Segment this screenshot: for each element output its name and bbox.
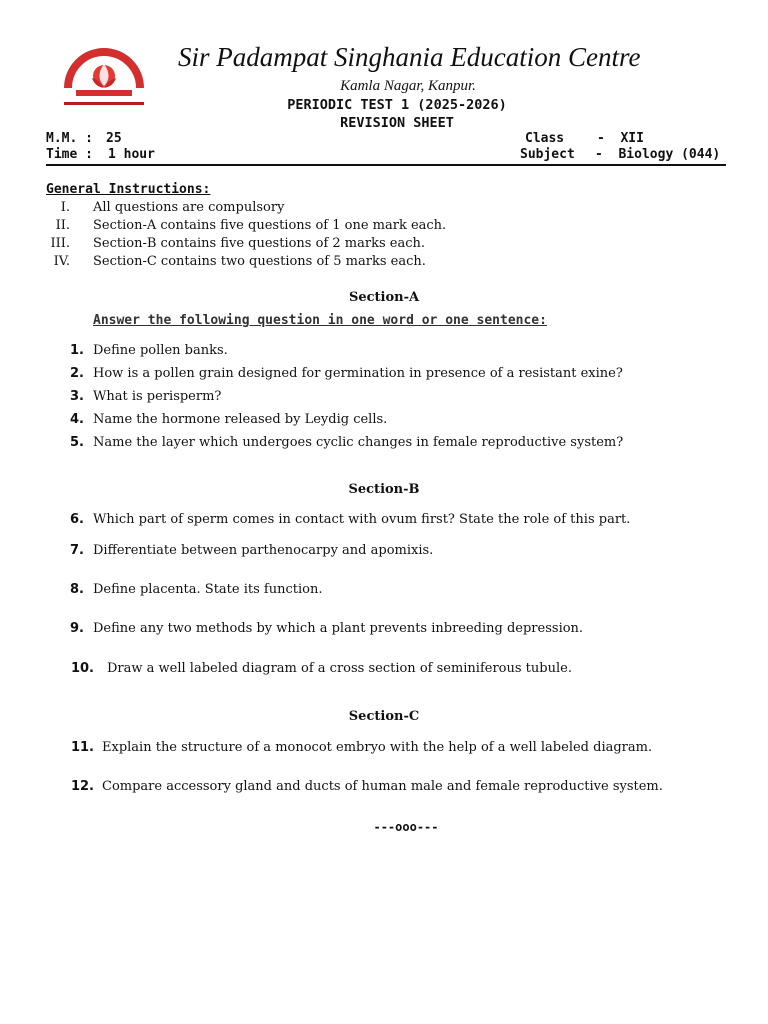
question-text: Define placenta. State its function. — [93, 582, 323, 597]
question-number: 1. — [70, 343, 84, 358]
school-name: Sir Padampat Singhania Education Centre — [178, 42, 641, 72]
question-text: Name the hormone released by Leydig cells. — [93, 412, 388, 427]
question-text: Which part of sperm comes in contact with ovum first? State the role of this part. — [93, 512, 631, 527]
instructions-list — [40, 200, 740, 272]
instruction-text: Section-B contains five questions of 2 marks each. — [93, 236, 425, 251]
instruction-number: I. — [60, 200, 70, 215]
subject-value: - Biology (044) — [595, 147, 721, 162]
question-number: 9. — [70, 621, 84, 636]
end-marker: ---ooo--- — [373, 820, 439, 834]
instruction-item — [40, 236, 740, 254]
question-number: 10. — [70, 661, 94, 676]
instructions-title: General Instructions: — [46, 182, 211, 197]
section-b-title: Section-B — [348, 482, 420, 497]
section-a-instruction: Answer the following question in one word or one sentence: — [93, 313, 547, 328]
question-number: 3. — [70, 389, 84, 404]
instruction-number: III. — [50, 236, 70, 251]
question-text: What is perisperm? — [93, 389, 222, 404]
question-text: Draw a well labeled diagram of a cross section of seminiferous tubule. — [107, 661, 572, 676]
instruction-text: All questions are compulsory — [93, 200, 285, 215]
max-marks-label: M.M. : — [46, 131, 93, 146]
test-title: PERIODIC TEST 1 (2025-2026) — [287, 97, 507, 113]
question-text: How is a pollen grain designed for germination in presence of a resistant exine? — [93, 366, 623, 381]
subject-label: Subject — [520, 147, 575, 162]
question-text: Differentiate between parthenocarpy and apomixis. — [93, 543, 434, 558]
question-text: Define pollen banks. — [93, 343, 228, 358]
instruction-item — [40, 254, 740, 272]
instruction-item — [40, 218, 740, 236]
instruction-number: II. — [55, 218, 70, 233]
class-label: Class — [525, 131, 565, 146]
question-number: 7. — [70, 543, 84, 558]
question-number: 4. — [70, 412, 84, 427]
instruction-number: IV. — [53, 254, 70, 269]
max-marks-value: 25 — [106, 131, 122, 146]
instruction-item — [40, 200, 740, 218]
section-c-title: Section-C — [348, 709, 420, 724]
school-address: Kamla Nagar, Kanpur. — [340, 78, 476, 94]
header-divider — [46, 164, 726, 166]
question-number: 6. — [70, 512, 84, 527]
time-value: 1 hour — [108, 147, 155, 162]
instruction-text: Section-C contains two questions of 5 marks each. — [93, 254, 426, 269]
class-value: - XII — [597, 131, 644, 146]
question-number: 11. — [70, 740, 94, 755]
question-number: 5. — [70, 435, 84, 450]
section-a-title: Section-A — [348, 290, 420, 305]
sheet-title: REVISION SHEET — [340, 115, 454, 131]
question-number: 12. — [70, 779, 94, 794]
question-text: Explain the structure of a monocot embryo with the help of a well labeled diagram. — [102, 740, 653, 755]
time-label: Time : — [46, 147, 93, 162]
question-number: 2. — [70, 366, 84, 381]
question-text: Define any two methods by which a plant prevents inbreeding depression. — [93, 621, 584, 636]
question-number: 8. — [70, 582, 84, 597]
question-text: Name the layer which undergoes cyclic changes in female reproductive system? — [93, 435, 624, 450]
question-text: Compare accessory gland and ducts of human male and female reproductive system. — [102, 779, 663, 794]
instruction-text: Section-A contains five questions of 1 one mark each. — [93, 218, 447, 233]
